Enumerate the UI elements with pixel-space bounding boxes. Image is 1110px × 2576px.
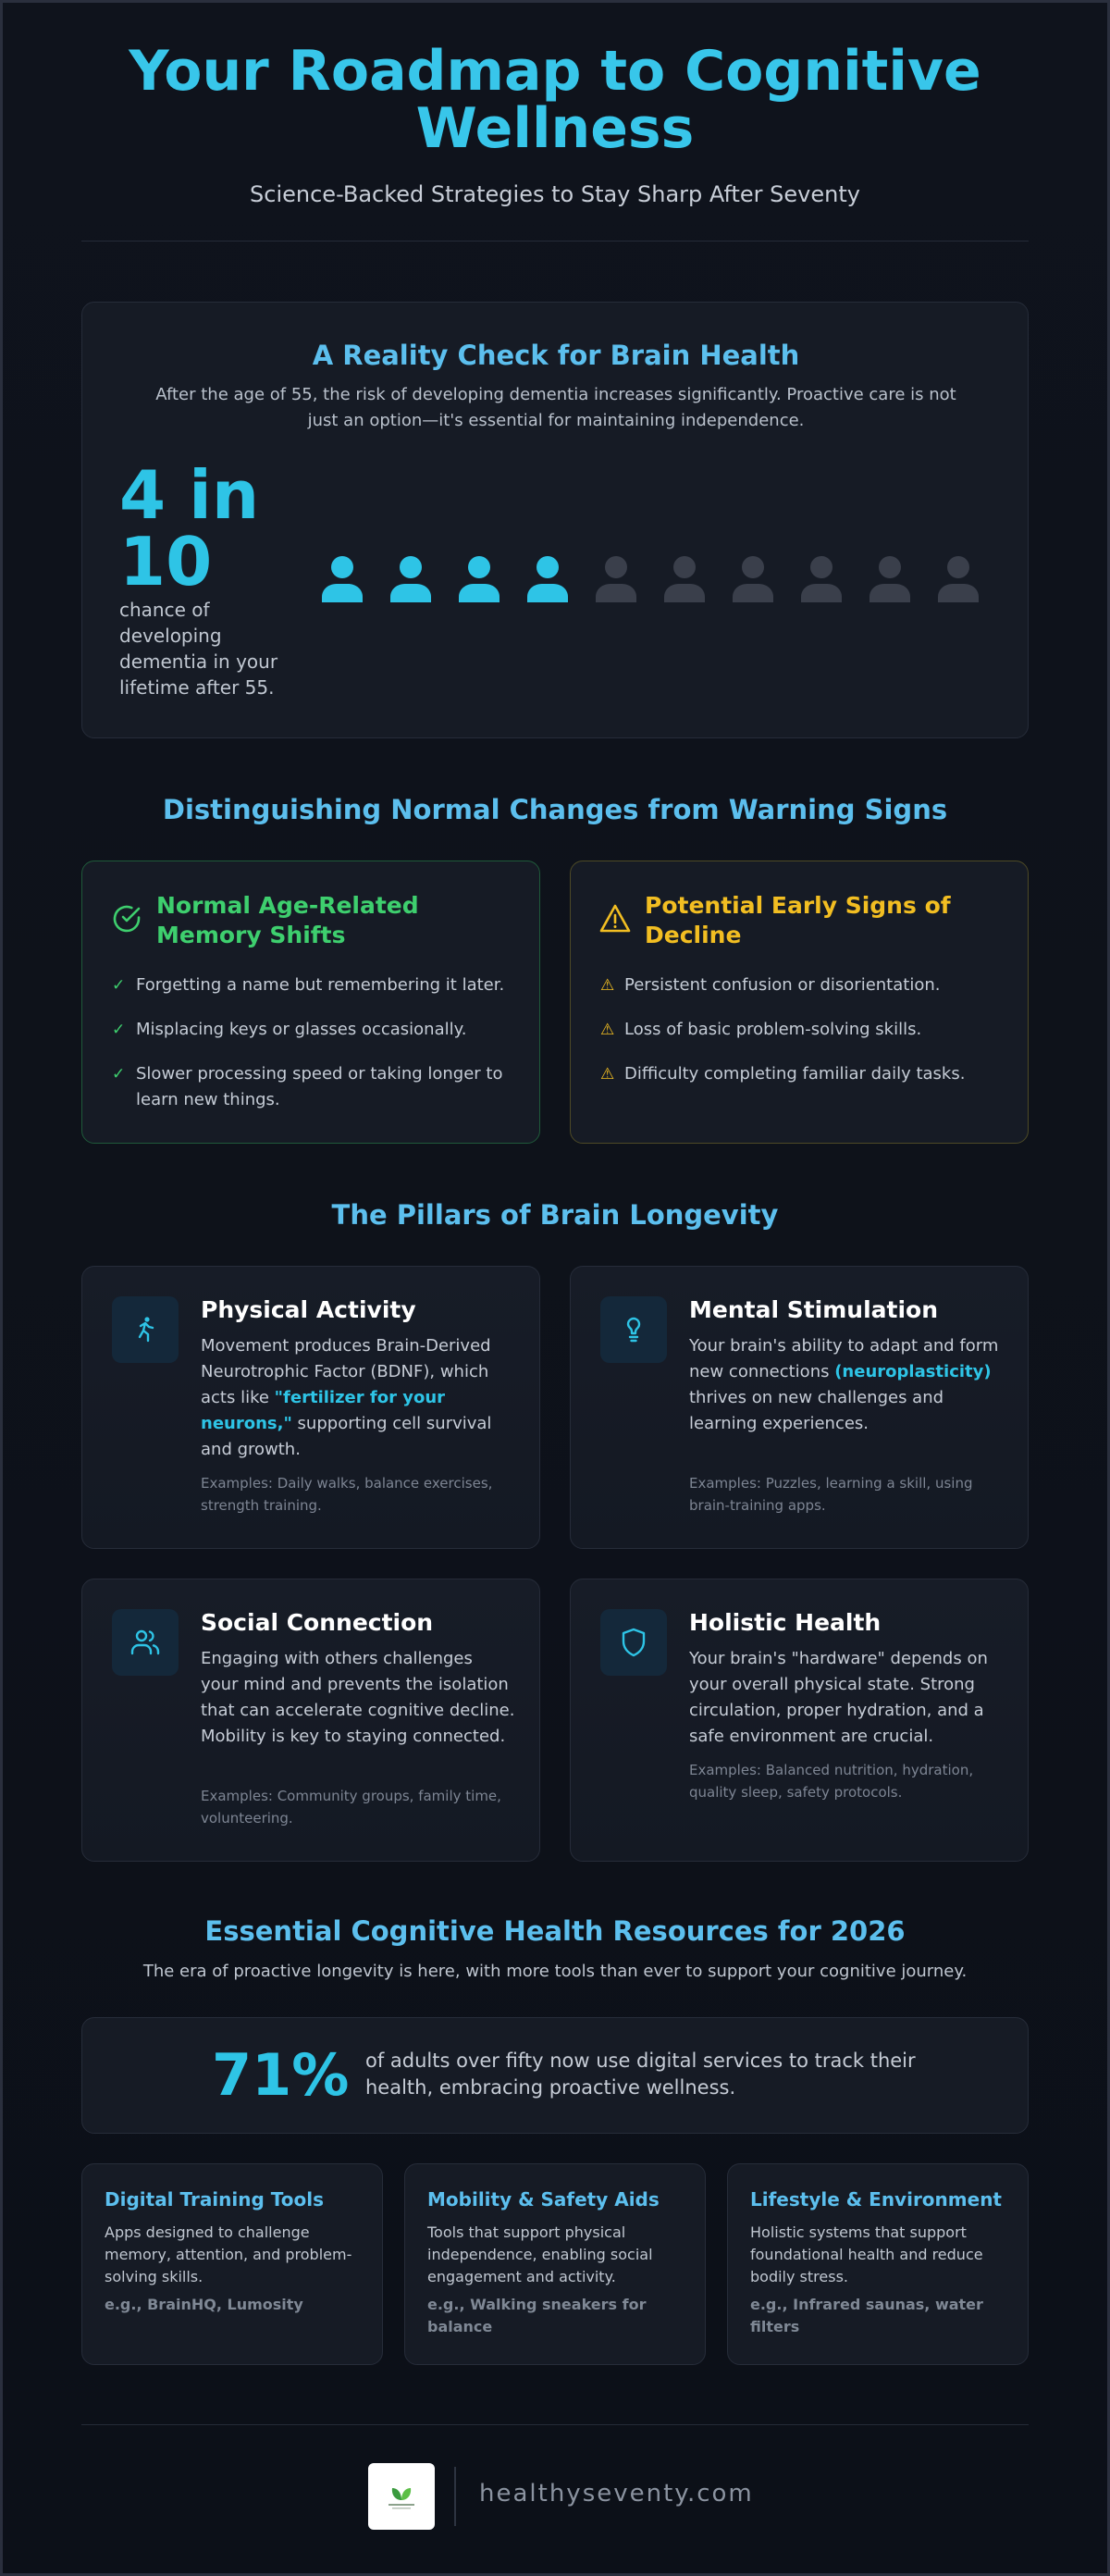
pillar-examples: Examples: Balanced nutrition, hydration, quality sleep, safety protocols.: [689, 1762, 974, 1801]
person-icon-muted: [800, 554, 843, 602]
person-icon-muted: [937, 554, 980, 602]
warning-triangle-icon: [598, 902, 632, 935]
site-link[interactable]: healthyseventy.com: [479, 2480, 754, 2508]
person-icon-muted: [663, 554, 706, 602]
pillars-section-title: The Pillars of Brain Longevity: [331, 1199, 779, 1231]
warning-signs-card: [570, 861, 1029, 1144]
person-icon-highlighted: [321, 554, 364, 602]
list-item: ✓ Slower processing speed or taking longer to learn new things.: [112, 1061, 519, 1113]
resource-description: Apps designed to challenge memory, attention, and problem-solving skills.: [105, 2223, 352, 2285]
resource-card-lifestyle-environment: [727, 2163, 1029, 2365]
resource-description: Holistic systems that support foundational health and reduce bodily stress.: [750, 2223, 983, 2285]
dementia-risk-stat: 4 in 10: [119, 456, 260, 601]
compare-section-title: Distinguishing Normal Changes from Warning Signs: [162, 794, 948, 825]
check-icon: ✓: [112, 976, 126, 995]
reality-check-description: After the age of 55, the risk of developing dementia increases significantly. Proactive care is not just an option—it's essential for maintaining independence.: [155, 385, 956, 430]
pillar-title: Mental Stimulation: [689, 1296, 939, 1323]
check-icon: ✓: [112, 1065, 126, 1084]
list-item: ✓ Forgetting a name but remembering it later.: [112, 972, 519, 998]
leaf-logo-icon[interactable]: [368, 2463, 435, 2530]
resource-example: e.g., Infrared saunas, water filters: [750, 2296, 983, 2335]
people-pictogram: [321, 554, 1011, 610]
warning-signs-heading: Potential Early Signs of Decline: [645, 892, 951, 948]
person-icon-muted: [732, 554, 774, 602]
warning-icon: ⚠: [600, 976, 615, 995]
person-icon-highlighted: [389, 554, 432, 602]
warning-icon: ⚠: [600, 1065, 615, 1084]
person-icon-highlighted: [526, 554, 569, 602]
reality-check-title: A Reality Check for Brain Health: [312, 340, 800, 371]
person-icon-muted: [869, 554, 911, 602]
pillar-body: Your brain's "hardware" depends on your overall physical state. Strong circulation, proper hydration, and a safe environment are crucial.: [689, 1649, 988, 1746]
resources-subtitle: The era of proactive longevity is here, with more tools than ever to support your cognitive journey.: [142, 1962, 968, 1981]
resources-section-title: Essential Cognitive Health Resources for 2026: [204, 1915, 906, 1947]
page-title: Your Roadmap to Cognitive Wellness: [129, 39, 981, 161]
running-figure-icon: [112, 1296, 179, 1363]
pillar-social-connection: [81, 1579, 540, 1862]
divider: [81, 241, 1029, 242]
resource-title: Digital Training Tools: [105, 2188, 325, 2211]
pillar-mental-stimulation: [570, 1266, 1029, 1549]
person-icon-highlighted: [458, 554, 500, 602]
list-item: ⚠ Loss of basic problem-solving skills.: [600, 1017, 1007, 1043]
pillar-physical-activity: [81, 1266, 540, 1549]
digital-usage-stat-card: [81, 2017, 1029, 2134]
pillar-examples: Examples: Puzzles, learning a skill, using brain-training apps.: [689, 1475, 973, 1514]
reality-check-card: [81, 302, 1029, 738]
pillar-body: Engaging with others challenges your mind and prevents the isolation that can accelerate cognitive decline. Mobility is key to staying connected.: [201, 1649, 515, 1746]
dementia-risk-label: chance of developing dementia in your lifetime after 55.: [119, 599, 278, 699]
person-icon-muted: [595, 554, 637, 602]
footer-divider: [81, 2424, 1029, 2425]
page-subtitle: Science-Backed Strategies to Stay Sharp After Seventy: [250, 181, 860, 207]
pillar-examples: Examples: Community groups, family time, volunteering.: [201, 1788, 501, 1827]
lightbulb-icon: [600, 1296, 667, 1363]
resource-title: Mobility & Safety Aids: [427, 2188, 660, 2211]
normal-changes-heading: Normal Age-Related Memory Shifts: [156, 892, 419, 948]
footer-separator: [454, 2467, 456, 2526]
digital-usage-percent: 71%: [212, 2041, 350, 2109]
warning-icon: ⚠: [600, 1021, 615, 1039]
check-icon: ✓: [112, 1021, 126, 1039]
resource-title: Lifestyle & Environment: [750, 2188, 1002, 2211]
pillar-title: Physical Activity: [201, 1296, 416, 1323]
digital-usage-text: of adults over fifty now use digital services to track their health, embracing proactive wellness.: [365, 2050, 916, 2099]
pillar-body: Your brain's ability to adapt and form new connections (neuroplasticity) thrives on new challenges and learning experiences.: [689, 1336, 999, 1433]
resource-example: e.g., Walking sneakers for balance: [427, 2296, 647, 2335]
resource-description: Tools that support physical independence, enabling social engagement and activity.: [427, 2223, 653, 2285]
pillar-holistic-health: [570, 1579, 1029, 1862]
users-icon: [112, 1609, 179, 1676]
resource-card-mobility-safety: [404, 2163, 706, 2365]
resource-card-digital-training: [81, 2163, 383, 2365]
resource-example: e.g., BrainHQ, Lumosity: [105, 2296, 303, 2313]
list-item: ✓ Misplacing keys or glasses occasionally.: [112, 1017, 519, 1043]
check-circle-icon: [110, 902, 143, 935]
warning-signs-list: [600, 972, 1007, 1106]
pillar-examples: Examples: Daily walks, balance exercises, strength training.: [201, 1475, 493, 1514]
list-item: ⚠ Difficulty completing familiar daily tasks.: [600, 1061, 1007, 1087]
normal-changes-card: [81, 861, 540, 1144]
list-item: ⚠ Persistent confusion or disorientation.: [600, 972, 1007, 998]
pillar-body: Movement produces Brain-Derived Neurotrophic Factor (BDNF), which acts like "fertilizer for your neurons," supporting cell survival and growth.: [201, 1336, 492, 1459]
shield-icon: [600, 1609, 667, 1676]
pillar-title: Holistic Health: [689, 1609, 882, 1636]
pillar-title: Social Connection: [201, 1609, 434, 1636]
normal-changes-list: [112, 972, 519, 1132]
